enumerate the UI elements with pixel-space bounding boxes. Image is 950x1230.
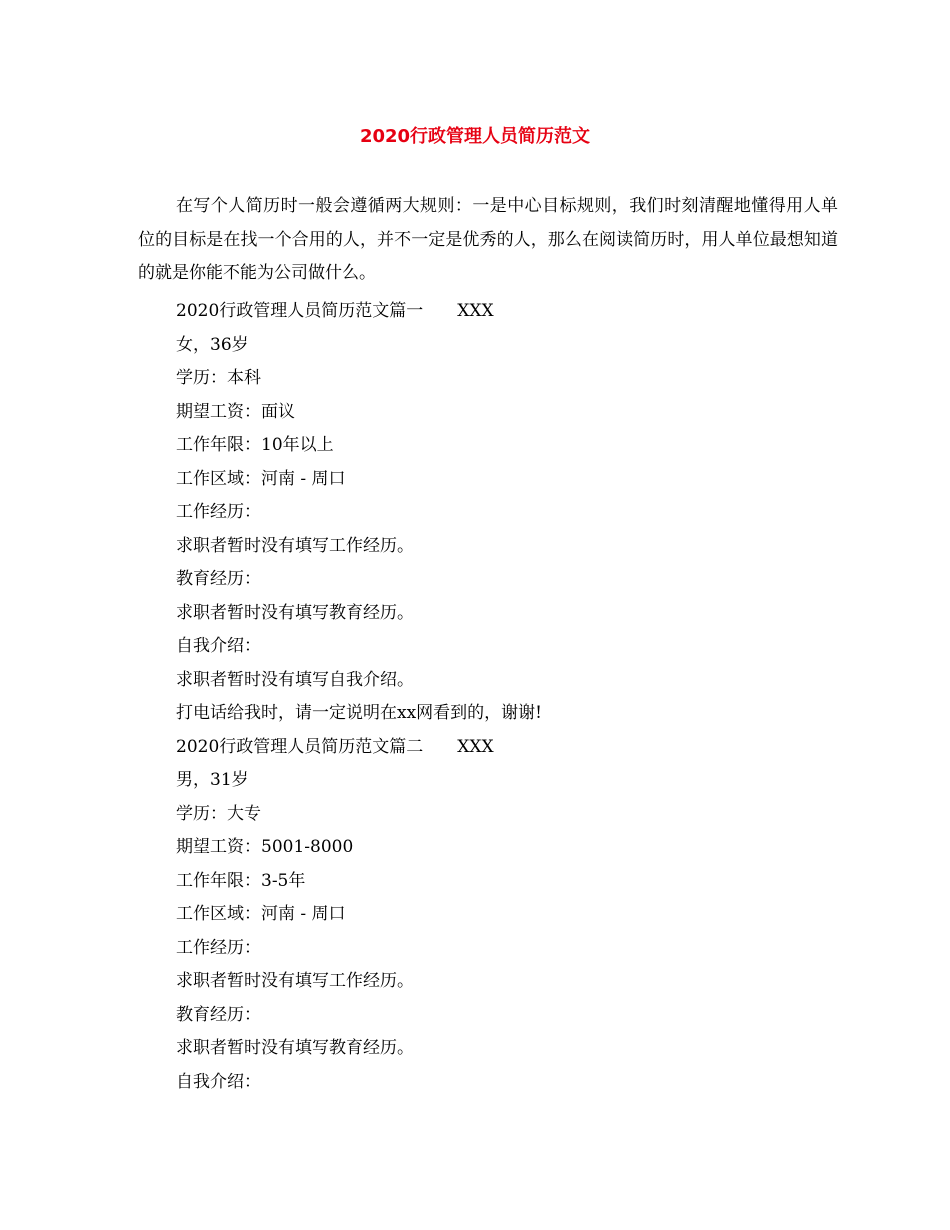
resume-line-contact-note: 打电话给我时，请一定说明在xx网看到的，谢谢! — [176, 703, 543, 723]
resume-line-work-history-value: 求职者暂时没有填写工作经历。 — [176, 535, 414, 556]
resume-line-education-history-value: 求职者暂时没有填写教育经历。 — [176, 602, 414, 623]
resume-line-self-intro-label: 自我介绍： — [176, 636, 261, 656]
resume-line-expected-salary: 期望工资：面议 — [176, 401, 295, 422]
resume-line-work-history-label: 工作经历： — [176, 502, 261, 522]
resume-line-work-history-value: 求职者暂时没有填写工作经历。 — [176, 971, 414, 991]
resume-line-work-history-label: 工作经历： — [176, 937, 261, 958]
resume-line-education-history-label: 教育经历： — [176, 569, 261, 589]
intro-paragraph: 在写个人简历时一般会遵循两大规则：一是中心目标规则，我们时刻清醒地懂得用人单位的目标是在找一个合用的人，并不一定是优秀的人，那么在阅读简历时，用人单位最想知道的就是你能不能为公司做什么。 — [138, 196, 838, 283]
resume-line-heading-1: 2020行政管理人员简历范文篇一 XXX — [176, 301, 494, 321]
resume-line-expected-salary: 期望工资：5001-8000 — [176, 837, 354, 857]
document-title: 2020行政管理人员简历范文 — [359, 126, 591, 147]
resume-line-heading-2: 2020行政管理人员简历范文篇二 XXX — [176, 736, 494, 757]
resume-line-gender-age: 女，36岁 — [176, 334, 249, 355]
resume-line-work-region: 工作区域：河南 - 周口 — [176, 468, 346, 489]
resume-line-self-intro-value: 求职者暂时没有填写自我介绍。 — [176, 669, 414, 690]
resume-line-education-history-label: 教育经历： — [176, 1004, 261, 1025]
resume-lines — [176, 295, 836, 1099]
resume-line-education-level: 学历：本科 — [176, 368, 261, 388]
resume-line-work-years: 工作年限：10年以上 — [176, 435, 334, 455]
resume-line-education-history-value: 求职者暂时没有填写教育经历。 — [176, 1038, 414, 1058]
resume-line-work-years: 工作年限：3-5年 — [176, 870, 306, 891]
resume-line-self-intro-label: 自我介绍： — [176, 1071, 261, 1092]
resume-line-work-region: 工作区域：河南 - 周口 — [176, 904, 346, 924]
resume-line-gender-age: 男，31岁 — [176, 770, 249, 790]
resume-line-education-level: 学历：大专 — [176, 803, 261, 824]
